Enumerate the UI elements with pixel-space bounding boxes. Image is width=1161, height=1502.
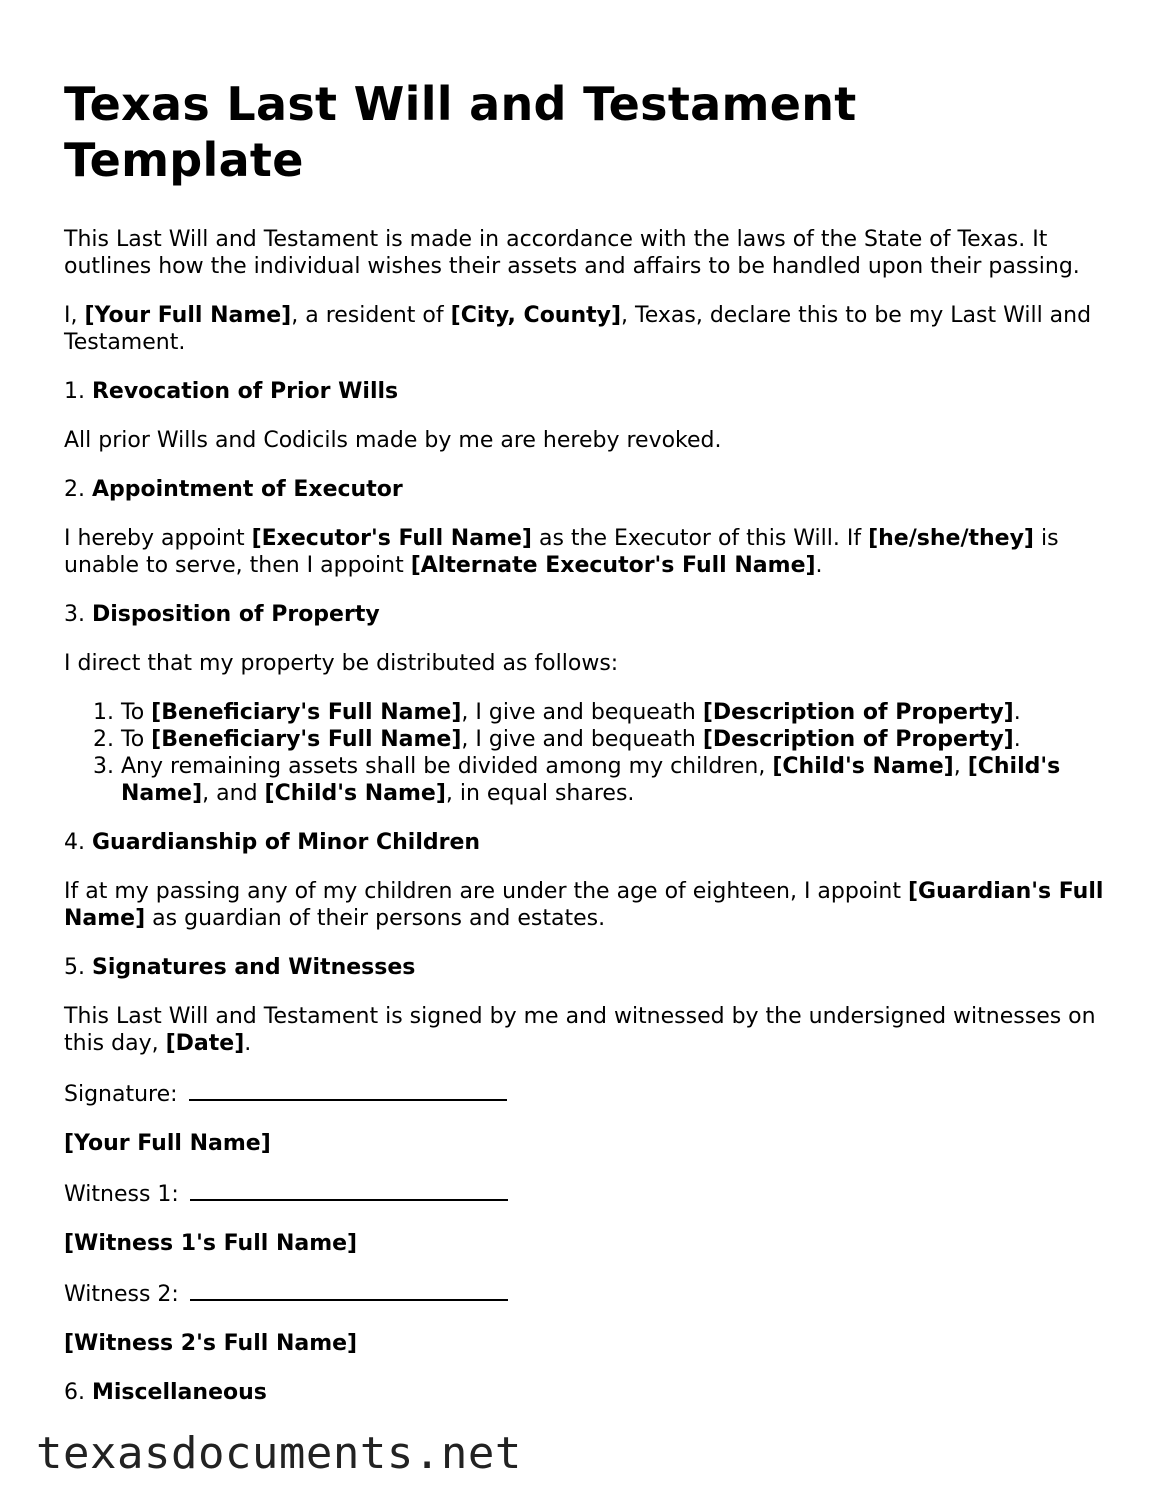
witness-1-name-row (64, 1230, 1104, 1257)
section-4-title: Guardianship of Minor Children (91, 830, 481, 855)
section-4-text (64, 878, 1104, 932)
declaration-paragraph (64, 302, 1104, 356)
document-page (64, 76, 1104, 1428)
property-list (64, 699, 1104, 807)
testator-name-placeholder: [Your Full Name] (84, 303, 292, 328)
location-placeholder: [City, County] (450, 303, 622, 328)
date-placeholder: [Date] (165, 1031, 245, 1056)
section-3-title: Disposition of Property (91, 602, 380, 627)
section-5-number: 5. (64, 955, 92, 980)
executor-placeholder: [Executor's Full Name] (251, 526, 532, 551)
section-3-number: 3. (64, 602, 92, 627)
section-6-title: Miscellaneous (91, 1380, 267, 1405)
section-4-heading (64, 829, 1104, 856)
list-item (121, 726, 1104, 753)
witness-1-row (64, 1179, 1104, 1208)
s2-text-2: as the Executor of this Will. If (531, 526, 869, 551)
item-text: To (121, 700, 152, 725)
s5-text-1: This Last Will and Testament is signed by me and witnessed by the undersigned witnesses on this day, (64, 1004, 1096, 1056)
section-2-heading (64, 476, 1104, 503)
signature-label: Signature: (64, 1082, 178, 1107)
section-1-title: Revocation of Prior Wills (91, 379, 399, 404)
item-text: , in equal shares. (445, 781, 635, 806)
witness-2-name-placeholder: [Witness 2's Full Name] (64, 1331, 358, 1356)
signature-row (64, 1079, 1104, 1108)
section-2-number: 2. (64, 477, 92, 502)
item-text: . (1013, 727, 1021, 752)
item-text: , and (202, 781, 265, 806)
section-5-heading (64, 954, 1104, 981)
s2-text-4: . (815, 553, 823, 578)
declaration-suffix: , Texas, declare this to be my Last Will and Testament. (64, 303, 1092, 355)
pronoun-placeholder: [he/she/they] (868, 526, 1034, 551)
item-text: . (1013, 700, 1021, 725)
section-6-number: 6. (64, 1380, 92, 1405)
s2-text-3: is unable to serve, then I appoint (64, 526, 1059, 578)
section-6-heading (64, 1379, 1104, 1406)
witness-2-row (64, 1279, 1104, 1308)
beneficiary-placeholder: [Beneficiary's Full Name] (151, 700, 462, 725)
guardian-placeholder: [Guardian's Full Name] (64, 879, 1104, 931)
signer-name-row (64, 1130, 1104, 1157)
s4-text-2: as guardian of their persons and estates. (145, 906, 606, 931)
section-2-text (64, 525, 1104, 579)
witness-1-label: Witness 1: (64, 1182, 179, 1207)
child-name-placeholder: [Child's Name] (772, 754, 954, 779)
section-1-heading (64, 378, 1104, 405)
section-4-number: 4. (64, 830, 92, 855)
declaration-prefix: I, (64, 303, 85, 328)
property-placeholder: [Description of Property] (702, 727, 1014, 752)
witness-2-label: Witness 2: (64, 1282, 179, 1307)
list-item (121, 699, 1104, 726)
section-3-text: I direct that my property be distributed as follows: (64, 651, 619, 676)
witness-1-signature-line[interactable] (190, 1179, 508, 1201)
footer-watermark: texasdocuments.net (36, 1428, 522, 1479)
intro-paragraph: This Last Will and Testament is made in accordance with the laws of the State of Texas. It outlines how the individual wishes their assets and affairs to be handled upon their passing. (64, 227, 1080, 279)
item-text: To (121, 727, 152, 752)
section-2-title: Appointment of Executor (91, 477, 403, 502)
witness-1-name-placeholder: [Witness 1's Full Name] (64, 1231, 358, 1256)
s2-text-1: I hereby appoint (64, 526, 252, 551)
alternate-executor-placeholder: [Alternate Executor's Full Name] (410, 553, 816, 578)
item-text: , I give and bequeath (461, 700, 703, 725)
item-text: Any remaining assets shall be divided among my children, (121, 754, 773, 779)
s4-text-1: If at my passing any of my children are under the age of eighteen, I appoint (64, 879, 908, 904)
beneficiary-placeholder: [Beneficiary's Full Name] (151, 727, 462, 752)
child-name-placeholder: [Child's Name] (264, 781, 446, 806)
declaration-mid: , a resident of (291, 303, 451, 328)
section-1-number: 1. (64, 379, 92, 404)
list-item (121, 753, 1104, 807)
section-5-text (64, 1003, 1104, 1057)
item-text: , (953, 754, 968, 779)
signer-name-placeholder: [Your Full Name] (64, 1131, 271, 1156)
section-3-heading (64, 601, 1104, 628)
item-text: , I give and bequeath (461, 727, 703, 752)
signature-line[interactable] (189, 1079, 507, 1101)
witness-2-name-row (64, 1330, 1104, 1357)
s5-text-2: . (244, 1031, 252, 1056)
page-title: Texas Last Will and Testament Template (64, 77, 857, 187)
section-1-text: All prior Wills and Codicils made by me are hereby revoked. (64, 428, 722, 453)
child-name-placeholder: [Child's Name] (121, 754, 1061, 806)
witness-2-signature-line[interactable] (190, 1279, 508, 1301)
section-5-title: Signatures and Witnesses (91, 955, 416, 980)
property-placeholder: [Description of Property] (702, 700, 1014, 725)
